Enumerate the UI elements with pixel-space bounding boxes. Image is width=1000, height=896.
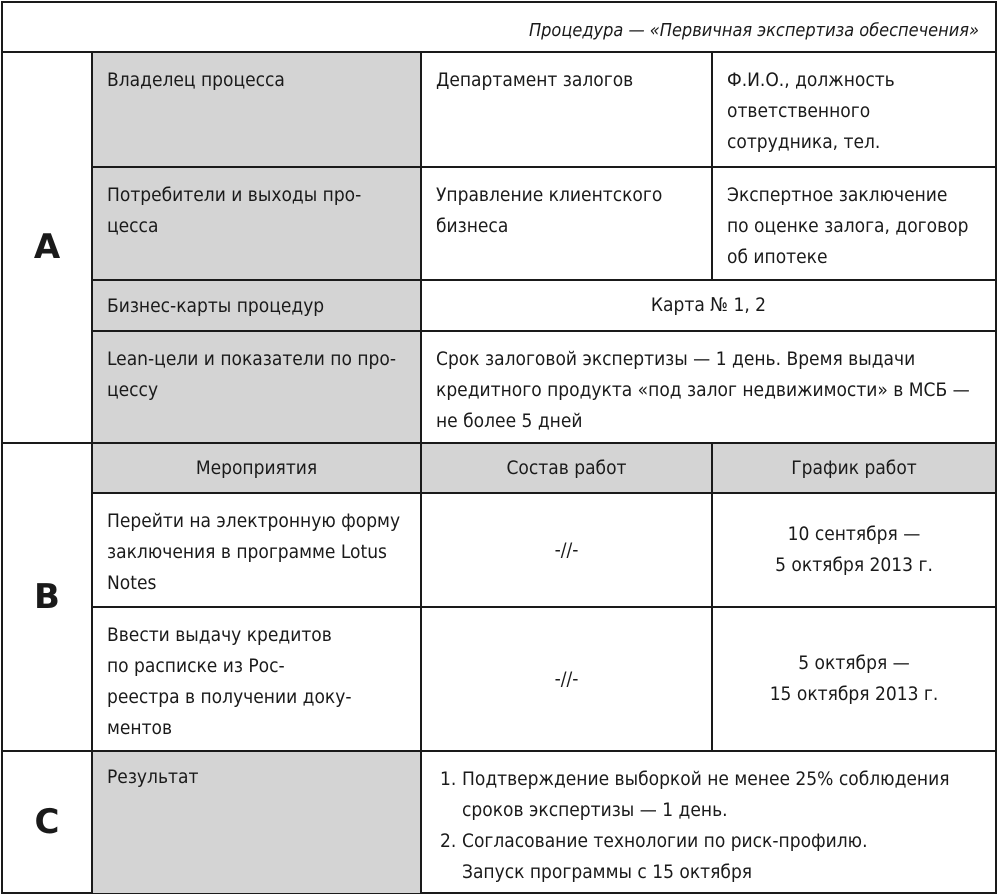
lean-value [420,330,995,442]
maps-value: Карта № 1, 2 [420,279,995,330]
table-row-works: -//- [420,492,711,606]
lean-value-line: Срок залоговой экспертизы — 1 день. Время выдачи [436,348,916,370]
schedule-line: 10 сентября — [787,523,921,545]
lean-value-line: кредитного продукта «под залог недвижимости» в МСБ — [436,379,970,401]
schedule-line: 5 октября 2013 г. [775,554,933,576]
consumers-output-line: об ипотеке [727,246,828,268]
list-item-number: 2. [440,830,457,852]
list-item [440,826,981,888]
list-item-line: сроков экспертизы — 1 день. [462,799,728,821]
owner-contact [711,51,995,166]
table-row-works: -//- [420,606,711,750]
activity-line: по расписке из Рос- [107,655,285,677]
activity-line: Ввести выдачу кредитов [107,624,332,646]
consumers-label-line: цесса [107,215,159,237]
consumers-output [711,166,995,279]
table-row-activity [91,492,420,606]
header-activities: Мероприятия [91,442,420,492]
header-schedule: График работ [711,442,995,492]
section-letter-a: А [3,51,91,442]
table-row-activity [91,606,420,750]
header-works: Состав работ [420,442,711,492]
schedule-line: 5 октября — [798,652,910,674]
lean-label [91,330,420,442]
table-row-schedule [711,492,995,606]
maps-label: Бизнес-карты процедур [91,279,420,330]
lean-label-line: цессу [107,379,159,401]
owner-contact-line: Ф.И.О., должность [727,69,895,91]
list-item-number: 1. [440,768,457,790]
owner-contact-line: сотрудника, тел. [727,131,881,153]
list-item-line: Подтверждение выборкой не менее 25% соблюдения [462,768,950,790]
result-label: Результат [91,750,420,893]
lean-label-line: Lean-цели и показатели по про- [107,348,396,370]
result-list [420,750,995,893]
consumers-value-line: Управление клиентского [436,184,663,206]
consumers-output-line: по оценке залога, договор [727,215,969,237]
activity-line: ментов [107,717,173,739]
activity-line: заключения в программе Lotus [107,541,387,563]
owner-contact-line: ответственного [727,100,871,122]
owner-value: Департамент залогов [420,51,711,166]
activity-line: Перейти на электронную форму [107,510,401,532]
list-item-line: Согласование технологии по риск-профилю. [462,830,868,852]
schedule-line: 15 октября 2013 г. [769,683,939,705]
lean-value-line: не более 5 дней [436,410,583,432]
section-letter-c: С [3,750,91,893]
owner-label: Владелец процесса [91,51,420,166]
consumers-output-line: Экспертное заключение [727,184,948,206]
list-item-line: Запуск программы с 15 октября [462,861,753,883]
table-title: Процедура — «Первичная экспертиза обеспечения» [528,20,979,41]
list-item [440,764,981,826]
consumers-label [91,166,420,279]
table-row-schedule [711,606,995,750]
consumers-label-line: Потребители и выходы про- [107,184,362,206]
consumers-value-line: бизнеса [436,215,509,237]
activity-line: реестра в получении доку- [107,686,352,708]
consumers-value [420,166,711,279]
activity-line: Notes [107,572,157,594]
section-letter-b: В [3,442,91,750]
